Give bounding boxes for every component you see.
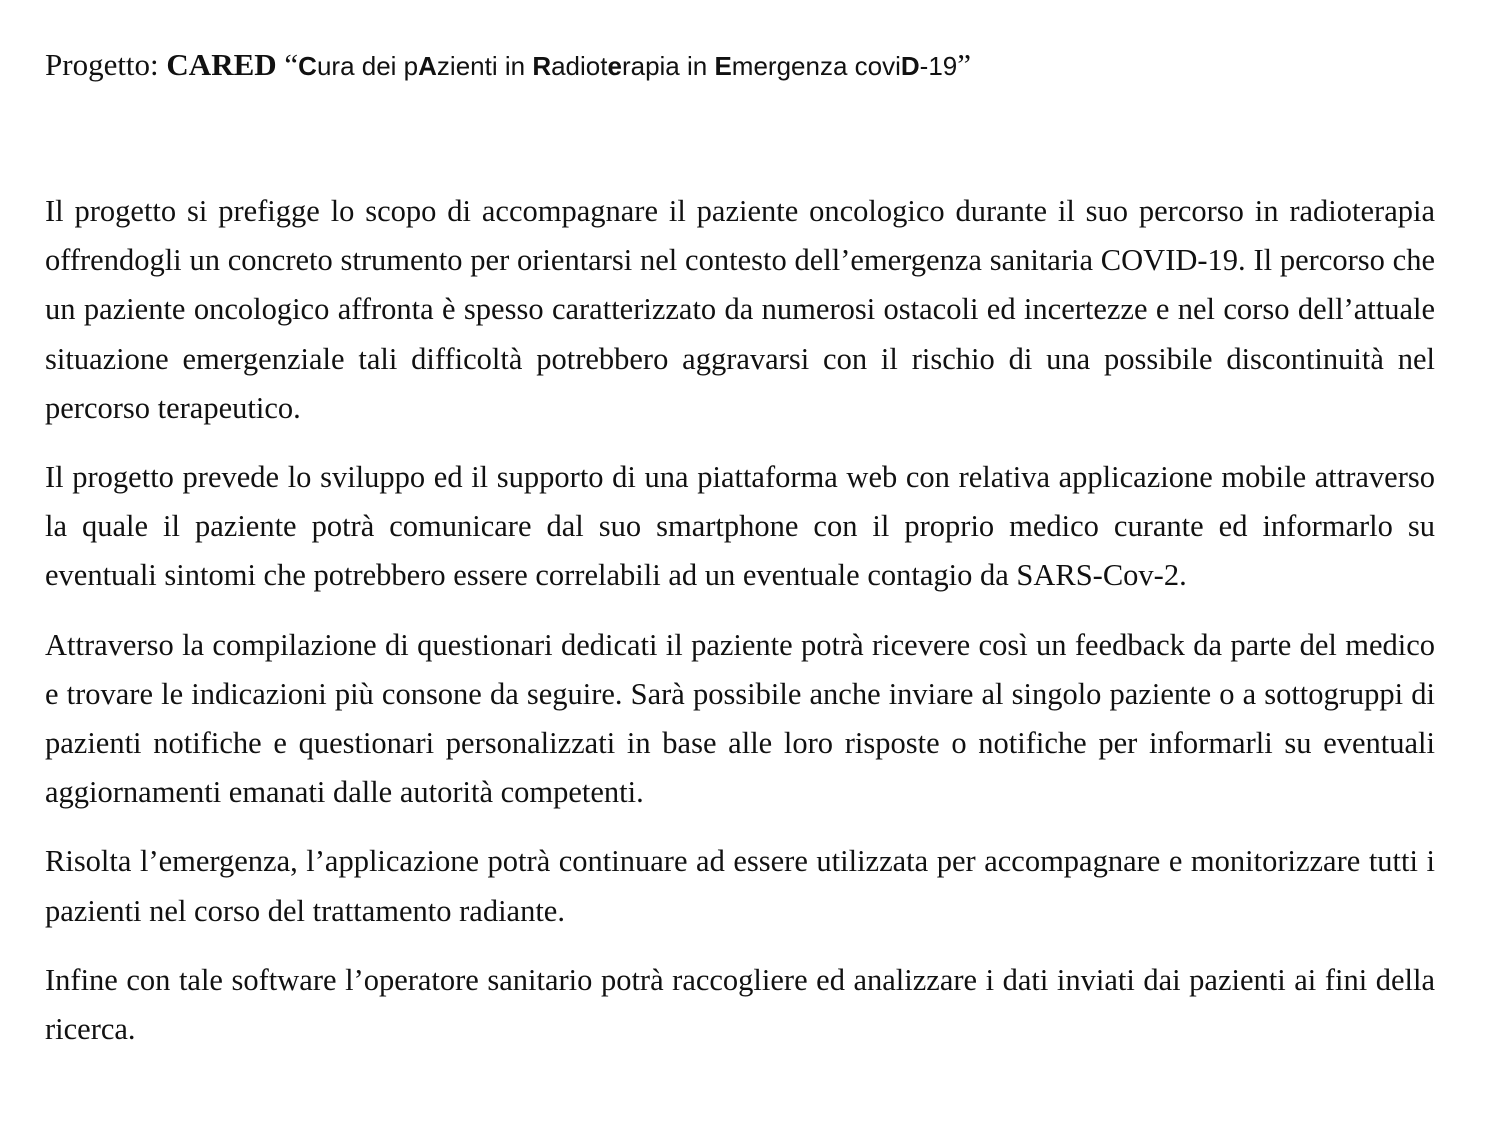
project-title — [45, 42, 971, 89]
paragraph-after-emergency: Risolta l’emergenza, l’applicazione potrà continuare ad essere utilizzata per accompagnare e monitorizzare tutti i pazienti nel corso del trattamento radiante. — [45, 844, 1435, 928]
name-initial: C — [298, 51, 317, 81]
name-fragment: mergenza covi — [731, 51, 901, 81]
name-initial: R — [532, 51, 552, 81]
open-quote: “ — [284, 47, 299, 82]
name-fragment: ura dei p — [316, 51, 419, 81]
name-initial: e — [607, 51, 622, 81]
name-initial: D — [900, 51, 920, 81]
paragraph-platform: Il progetto prevede lo sviluppo ed il supporto di una piattaforma web con relativa applicazione mobile attraverso la quale il paziente potrà comunicare dal suo smartphone con il proprio medico curante ed informarlo su eventuali sintomi che potrebbero essere correlabili ad un eventuale contagio da SARS-Cov-2. — [45, 460, 1435, 593]
paragraph-intro: Il progetto si prefigge lo scopo di accompagnare il paziente oncologico durante il suo percorso in radioterapia offrendogli un concreto strumento per orientarsi nel contesto dell’emergenza sanitaria COVID-19. Il percorso che un paziente oncologico affronta è spesso caratterizzato da numerosi ostacoli ed incertezze e nel corso dell’attuale situazione emergenziale tali difficoltà potrebbero aggravarsi con il rischio di una possibile discontinuità nel percorso terapeutico. — [45, 194, 1435, 425]
name-initial: A — [418, 51, 437, 81]
name-fragment: rapia in — [621, 51, 715, 81]
close-quote: ” — [957, 47, 971, 82]
project-acronym: CARED — [166, 47, 277, 82]
paragraph-questionnaires: Attraverso la compilazione di questionari dedicati il paziente potrà ricevere così un feedback da parte del medico e trovare le indicazioni più consone da seguire. Sarà possibile anche inviare al singolo paziente o a sottogruppi di pazienti notifiche e questionari personalizzati in base alle loro risposte o notifiche per informarli su eventuali aggiornamenti emanati dalle autorità competenti. — [45, 627, 1435, 810]
name-fragment: -19 — [919, 51, 958, 81]
project-full-name — [298, 51, 957, 81]
name-initial: E — [714, 51, 732, 81]
document-body — [45, 187, 1435, 1074]
paragraph-research: Infine con tale software l’operatore sanitario potrà raccogliere ed analizzare i dati inviati dai pazienti ai fini della ricerca. — [45, 962, 1435, 1047]
name-fragment: zienti in — [436, 51, 533, 81]
title-label: Progetto: — [45, 47, 167, 82]
name-fragment: adiot — [551, 51, 608, 81]
